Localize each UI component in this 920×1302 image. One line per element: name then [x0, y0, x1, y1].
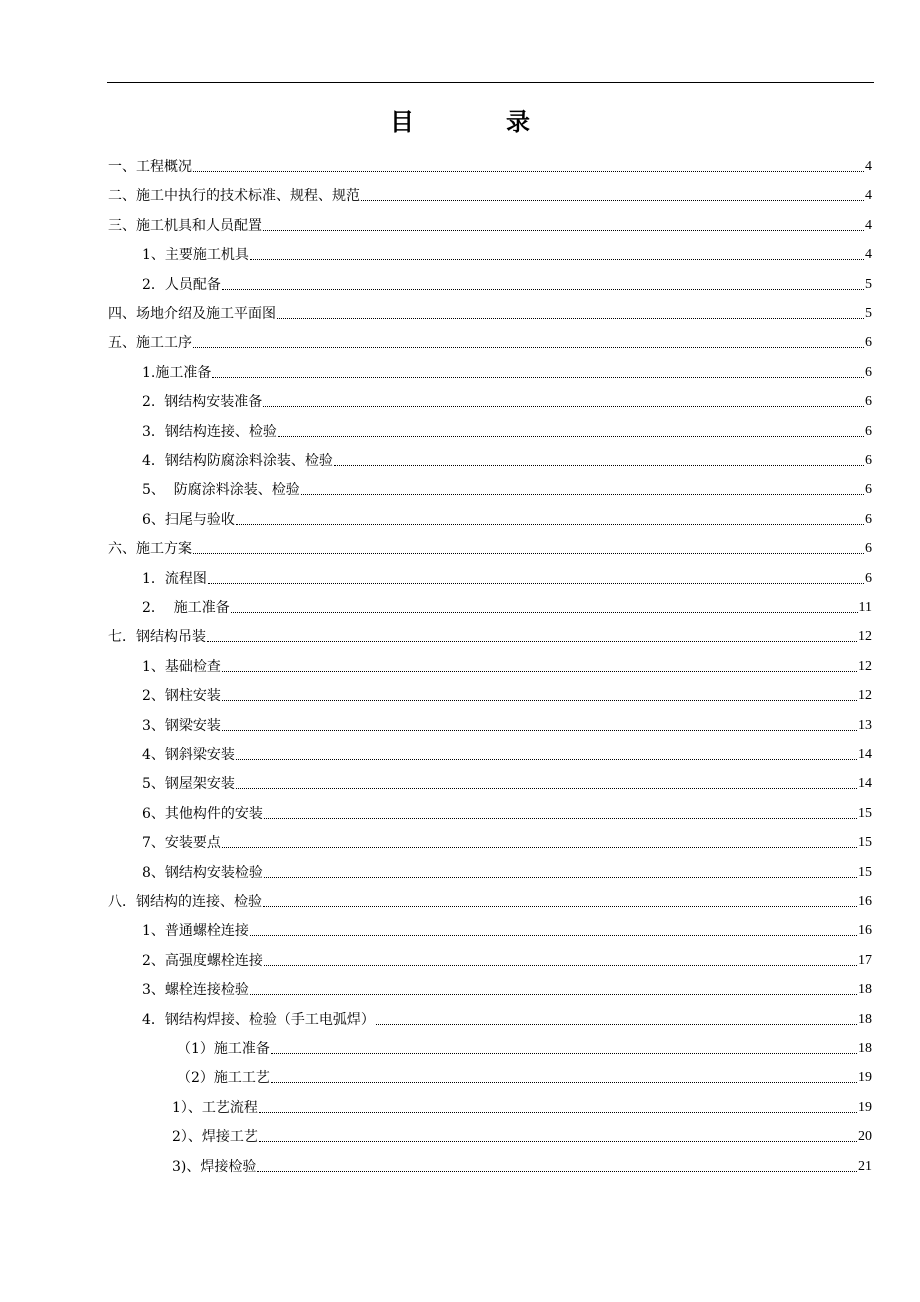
dot-leader [264, 818, 857, 819]
toc-entry-page-number: 12 [858, 629, 872, 645]
toc-entry-label: 4、钢斜梁安装 [142, 747, 235, 763]
toc-entry-label: 2． 施工准备 [142, 600, 230, 616]
toc-entry[interactable] [108, 185, 872, 205]
toc-entry-label: （2）施工工艺 [177, 1070, 270, 1087]
toc-entry-label: 四、场地介绍及施工平面图 [108, 306, 276, 322]
toc-entry-page-number: 5 [865, 276, 872, 292]
toc-entry[interactable] [142, 244, 872, 264]
toc-entry-page-number: 16 [858, 923, 872, 939]
toc-entry-page-number: 12 [858, 658, 872, 674]
toc-entry-page-number: 6 [865, 423, 872, 439]
toc-entry-label: 1.施工准备 [142, 364, 212, 381]
toc-entry-label: 二、施工中执行的技术标准、规程、规范 [108, 188, 360, 205]
toc-entry-label: 4．钢结构防腐涂料涂装、检验 [142, 453, 333, 469]
toc-entry[interactable] [142, 803, 872, 823]
dot-leader [236, 788, 857, 789]
toc-entry-label: 4．钢结构焊接、检验（手工电弧焊） [142, 1011, 375, 1028]
toc-entry-page-number: 6 [865, 482, 872, 498]
toc-entry-page-number: 15 [858, 805, 872, 821]
toc-entry-label: （1）施工准备 [177, 1041, 270, 1057]
toc-entry[interactable] [142, 597, 872, 617]
dot-leader [231, 612, 858, 613]
toc-entry-label: 6、其他构件的安装 [142, 805, 263, 822]
toc-entry[interactable] [142, 685, 872, 705]
dot-leader [222, 730, 857, 731]
dot-leader [259, 1141, 857, 1142]
toc-entry[interactable] [142, 979, 872, 999]
toc-entry-label: 1、普通螺栓连接 [142, 923, 249, 940]
toc-entry-page-number: 18 [858, 1041, 872, 1056]
toc-entry-label: 1）、工艺流程 [172, 1099, 258, 1116]
toc-entry-label: 8、钢结构安装检验 [142, 864, 263, 881]
toc-entry[interactable] [142, 568, 872, 588]
toc-entry-label: 1、基础检查 [142, 658, 221, 675]
dot-leader [208, 583, 864, 584]
toc-entry-label: 3、螺栓连接检验 [142, 982, 249, 999]
toc-entry-page-number: 13 [858, 717, 872, 733]
toc-entry-label: 七．钢结构吊装 [108, 629, 206, 646]
header-rule [107, 82, 874, 83]
toc-entry[interactable] [142, 950, 872, 970]
toc-entry[interactable] [108, 215, 872, 235]
toc-entry-label: 六、施工方案 [108, 541, 192, 558]
toc-entry-page-number: 5 [865, 306, 872, 321]
dot-leader [222, 847, 857, 848]
dot-leader [250, 259, 864, 260]
toc-entry-label: 八．钢结构的连接、检验 [108, 894, 262, 910]
toc-entry[interactable] [142, 421, 872, 441]
toc-entry-page-number: 4 [865, 217, 872, 233]
toc-entry-page-number: 6 [865, 335, 872, 351]
toc-entry[interactable] [108, 891, 872, 911]
dot-leader [250, 935, 857, 936]
dot-leader [278, 436, 864, 437]
toc-entry[interactable] [142, 450, 872, 470]
toc-entry-label: 三、施工机具和人员配置 [108, 217, 262, 234]
toc-entry-label: 五、施工工序 [108, 335, 192, 352]
toc-entry-page-number: 16 [858, 894, 872, 909]
dot-leader [236, 524, 864, 525]
dot-leader [193, 553, 864, 554]
toc-entry-page-number: 6 [865, 570, 872, 586]
toc-entry-page-number: 12 [858, 688, 872, 704]
toc-entry-label: 3．钢结构连接、检验 [142, 423, 277, 440]
toc-entry-page-number: 15 [858, 864, 872, 880]
toc-entry[interactable] [142, 920, 872, 940]
dot-leader [263, 230, 864, 231]
toc-entry-page-number: 18 [858, 1011, 872, 1027]
toc-entry-label: 一、工程概况 [108, 159, 192, 175]
toc-entry[interactable] [142, 509, 872, 529]
toc-entry[interactable] [108, 538, 872, 558]
toc-entry-page-number: 4 [865, 159, 872, 174]
toc-entry[interactable] [142, 1009, 872, 1029]
toc-entry-label: 5、 防腐涂料涂装、检验 [142, 482, 300, 499]
toc-entry[interactable] [108, 303, 872, 323]
toc-entry[interactable] [142, 479, 872, 499]
toc-entry-label: 2、高强度螺栓连接 [142, 952, 263, 969]
toc-entry-page-number: 19 [858, 1099, 872, 1115]
dot-leader [361, 200, 864, 201]
toc-entry-page-number: 20 [858, 1129, 872, 1145]
toc-entry-label: 7、安装要点 [142, 835, 221, 852]
toc-entry[interactable] [142, 362, 872, 382]
dot-leader [259, 1112, 857, 1113]
dot-leader [263, 406, 864, 407]
toc-entry-label: 5、钢屋架安装 [142, 776, 235, 793]
toc-entry[interactable] [108, 332, 872, 352]
dot-leader [277, 318, 864, 319]
toc-entry-page-number: 11 [858, 600, 872, 615]
dot-leader [264, 877, 857, 878]
toc-entry-page-number: 4 [865, 188, 872, 204]
toc-entry[interactable] [142, 656, 872, 676]
dot-leader [271, 1082, 857, 1083]
dot-leader [207, 641, 857, 642]
toc-entry-label: 3、钢梁安装 [142, 717, 221, 734]
toc-entry[interactable] [142, 274, 872, 294]
toc-entry[interactable] [142, 773, 872, 793]
dot-leader [334, 465, 864, 466]
toc-entry-page-number: 6 [865, 453, 872, 468]
dot-leader [301, 494, 864, 495]
dot-leader [271, 1053, 857, 1054]
dot-leader [250, 994, 857, 995]
dot-leader [257, 1171, 857, 1172]
toc-entry-page-number: 14 [858, 776, 872, 792]
toc-entry-page-number: 6 [865, 541, 872, 557]
toc-entry-label: 1、主要施工机具 [142, 247, 249, 264]
toc-entry[interactable] [177, 1067, 872, 1087]
toc-entry-page-number: 18 [858, 982, 872, 998]
toc-entry[interactable] [172, 1126, 872, 1146]
toc-entry[interactable] [142, 832, 872, 852]
toc-entry-label: 2．人员配备 [142, 276, 221, 293]
dot-leader [236, 759, 857, 760]
dot-leader [222, 700, 857, 701]
page-title: 目 录 [390, 107, 564, 136]
toc-entry[interactable] [142, 862, 872, 882]
toc-entry-page-number: 6 [865, 394, 872, 410]
toc-entry-page-number: 21 [858, 1158, 872, 1174]
toc-entry-label: 6、扫尾与验收 [142, 511, 235, 528]
toc-entry-label: 1．流程图 [142, 570, 207, 587]
dot-leader [222, 671, 857, 672]
toc-entry-label: 2. 钢结构安装准备 [142, 394, 263, 411]
dot-leader [193, 171, 864, 172]
dot-leader [376, 1024, 857, 1025]
dot-leader [212, 377, 864, 378]
toc-entry-page-number: 19 [858, 1070, 872, 1086]
toc-entry-page-number: 6 [865, 364, 872, 380]
dot-leader [193, 347, 864, 348]
toc-entry-label: 2、钢柱安装 [142, 688, 221, 705]
toc-entry-page-number: 14 [858, 747, 872, 762]
toc-entry[interactable] [172, 1097, 872, 1117]
toc-entry[interactable] [142, 715, 872, 735]
toc-entry-page-number: 6 [865, 511, 872, 527]
toc-entry[interactable] [172, 1156, 872, 1176]
toc-entry-label: 2）、焊接工艺 [172, 1129, 258, 1146]
dot-leader [264, 965, 857, 966]
toc-entry[interactable] [108, 156, 872, 176]
toc-entry[interactable] [177, 1038, 872, 1058]
toc-entry[interactable] [142, 744, 872, 764]
dot-leader [263, 906, 857, 907]
toc-entry-page-number: 4 [865, 247, 872, 263]
toc-entry-page-number: 15 [858, 835, 872, 851]
dot-leader [222, 289, 864, 290]
toc-entry[interactable] [142, 391, 872, 411]
toc-entry-label: 3)、焊接检验 [172, 1158, 257, 1175]
toc-entry-page-number: 17 [858, 952, 872, 968]
toc-entry[interactable] [108, 626, 872, 646]
